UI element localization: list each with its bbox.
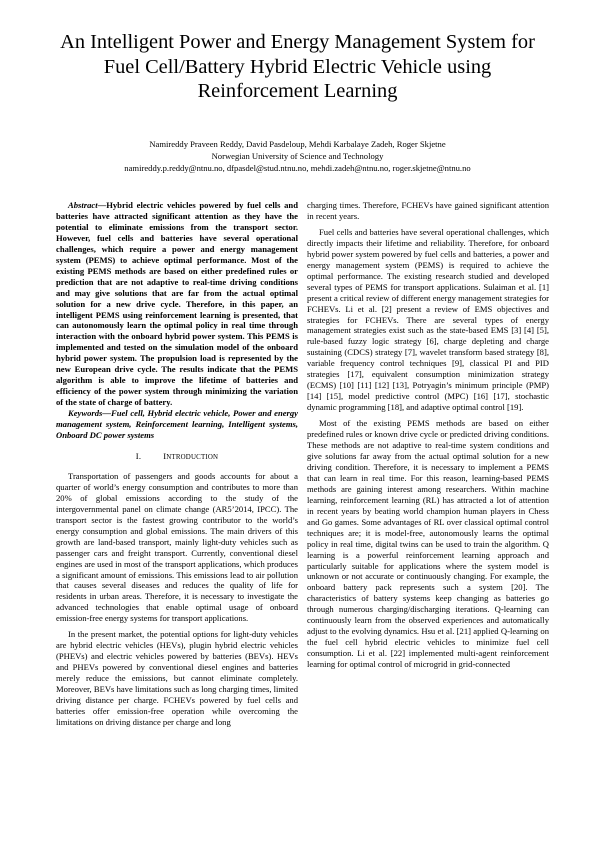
body-paragraph-continued: charging times. Therefore, FCHEVs have gained significant attention in recent years. [307,200,549,221]
body-paragraph: Fuel cells and batteries have several operational challenges, which directly impacts their lifetime and reliability. Therefore, for onboard hybrid power system powered by fuel cells and batteries, a power and energy management system (PEMS) is required to achieve the optimal performance. The existing research studied and developed several types of PEMS for transport applications. Sulaiman et al. [1] present a critical review of different energy management strategies for FCHEVs. Li et al. [2] present a review of EMS objectives and strategies for FCHEVs. There are several types of energy management strategies exist such as the state-based EMS [3] [4] [5], rule-based fuzzy logic strategy [6], charge depleting and charge sustaining (CDCS) strategy [7], wavelet transform based strategy [8], variable frequency control techniques [9], classical PI and PID strategies [17], equivalent consumption minimization strategy (ECMS) [10] [11] [12] [13], Potryagin’s minimum principle (PMP) [14] [15], model predictive control (MPC) [16] [17], stochastic dynamic programming [18], and adaptive optimal control [19]. [307,226,549,413]
abstract-lead: Abstract [68,200,98,210]
abstract-text: —Hybrid electric vehicles powered by fuel cells and batteries have attracted significant attention as they have the potential to eliminate emissions from the transport sector. However, fuel cells and batteries have several operational challenges, which require a power and energy management system (PEMS) to achieve optimal performance. Most of the existing PEMS methods are based on either predefined rules or prediction that are not adaptive to real-time driving conditions and may give solutions that are far from the actual optimal solution for a new drive cycle. Therefore, in this paper, an intelligent PEMS using reinforcement learning is presented, that can autonomously learn the optimal policy in real time through interaction with the onboard hybrid power system. This PEMS is implemented and tested on the simulation model of the onboard hybrid power system. The propulsion load is represented by the new European drive cycle. The results indicate that the PEMS algorithm is able to improve the lifetime of batteries and efficiency of the power system through minimizing the variation of the state of charge of battery. [56,200,298,408]
author-block [40,138,555,174]
author-affiliation: Norwegian University of Science and Technology [211,151,384,161]
section-title-rest: NTRODUCTION [166,453,219,461]
body-paragraph: Transportation of passengers and goods accounts for about a quarter of world’s energy consumption and contributes to more than 20% of global emissions according to the study of the intergovernmental panel on climate change (AR5’2014, IPCC). The transport sector is the fastest growing contributor to the world’s energy consumption and global emissions. The main drivers of this growth are land-based transport, mainly light-duty vehicles such as passenger cars and freight transport. Currently, conventional diesel engines are used in most of the transport applications, which produces a significant amount of emissions. This emissions lead to air pollution that causes several diseases and reduces the quality of life for residents in urban areas. Therefore, it is necessary to investigate the advanced technologies that enable optimal usage of onboard emission-free energy systems for transport applications. [56,470,298,624]
right-column [307,200,549,670]
keywords-lead: Keywords [68,408,103,419]
keywords [56,408,298,441]
author-emails: namireddy.p.reddy@ntnu.no, dfpasdel@stud.ntnu.no, mehdi.zadeh@ntnu.no, roger.skjetne@ntnu.no [124,163,471,173]
keywords-text: —Fuel cell, Hybrid electric vehicle, Power and energy management system, Reinforcement learning, Intelligent systems, Onboard DC power systems [56,408,298,441]
section-number: I. [135,450,142,461]
body-paragraph: Most of the existing PEMS methods are based on either predefined rules or known drive cycle or predicted driving conditions. These methods are not adaptive to real-time system conditions and give solutions far away from the actual optimal solution for a new driving condition. Therefore, it is necessary to implement a PEMS that can learn in real time. For this reason, learning-based PEMS methods are gaining interest among researchers. Within machine learning, reinforcement learning (RL) has attracted a lot of attention in recent years by beating world champion human players in Chess and Go games. Some advantages of RL over classical optimal control techniques are; it is model-free, autonomously learns the optimal policy in real time, digital twins can be used to train the algorithm. Q learning is a powerful reinforcement learning approach and particularly suitable for applications where the system model is unknown or not accurate or continuously changing. For example, the onboard battery pack represents such a system [20]. The characteristics of battery systems keep changing as batteries go through numerous charging/discharging iterations. Q-learning can continuously learn from the observed experiences and automatically adjust to the evolving dynamics. Hsu et al. [21] applied Q-learning on the fuel cell hybrid electric vehicles to minimize fuel cell consumption. Li et al. [22] implemented multi-agent reinforcement learning for optimal control of microgrid in grid-connected [307,418,549,670]
section-title-initial: I [163,450,167,461]
left-column [56,200,298,728]
section-heading-introduction [56,451,298,464]
paper-title: An Intelligent Power and Energy Management System for Fuel Cell/Battery Hybrid Electric Vehicle using Reinforcement Learning [60,31,535,102]
author-names: Namireddy Praveen Reddy, David Pasdeloup, Mehdi Karbalaye Zadeh, Roger Skjetne [149,139,446,149]
abstract [56,200,298,408]
body-paragraph: In the present market, the potential options for light-duty vehicles are hybrid electric vehicles (HEVs), plugin hybrid electric vehicles (PHEVs) and electric vehicles powered by batteries (BEVs). HEVs and PHEVs powered by conventional diesel engines and batteries merely reduce the emissions, but cannot eliminate completely. Moreover, BEVs have limitations such as long charging times, limited driving distance per charge. FCHEVs powered by fuel cells and batteries offer emission-free operation while overcoming the limitations on driving distance per charge and long [56,629,298,727]
